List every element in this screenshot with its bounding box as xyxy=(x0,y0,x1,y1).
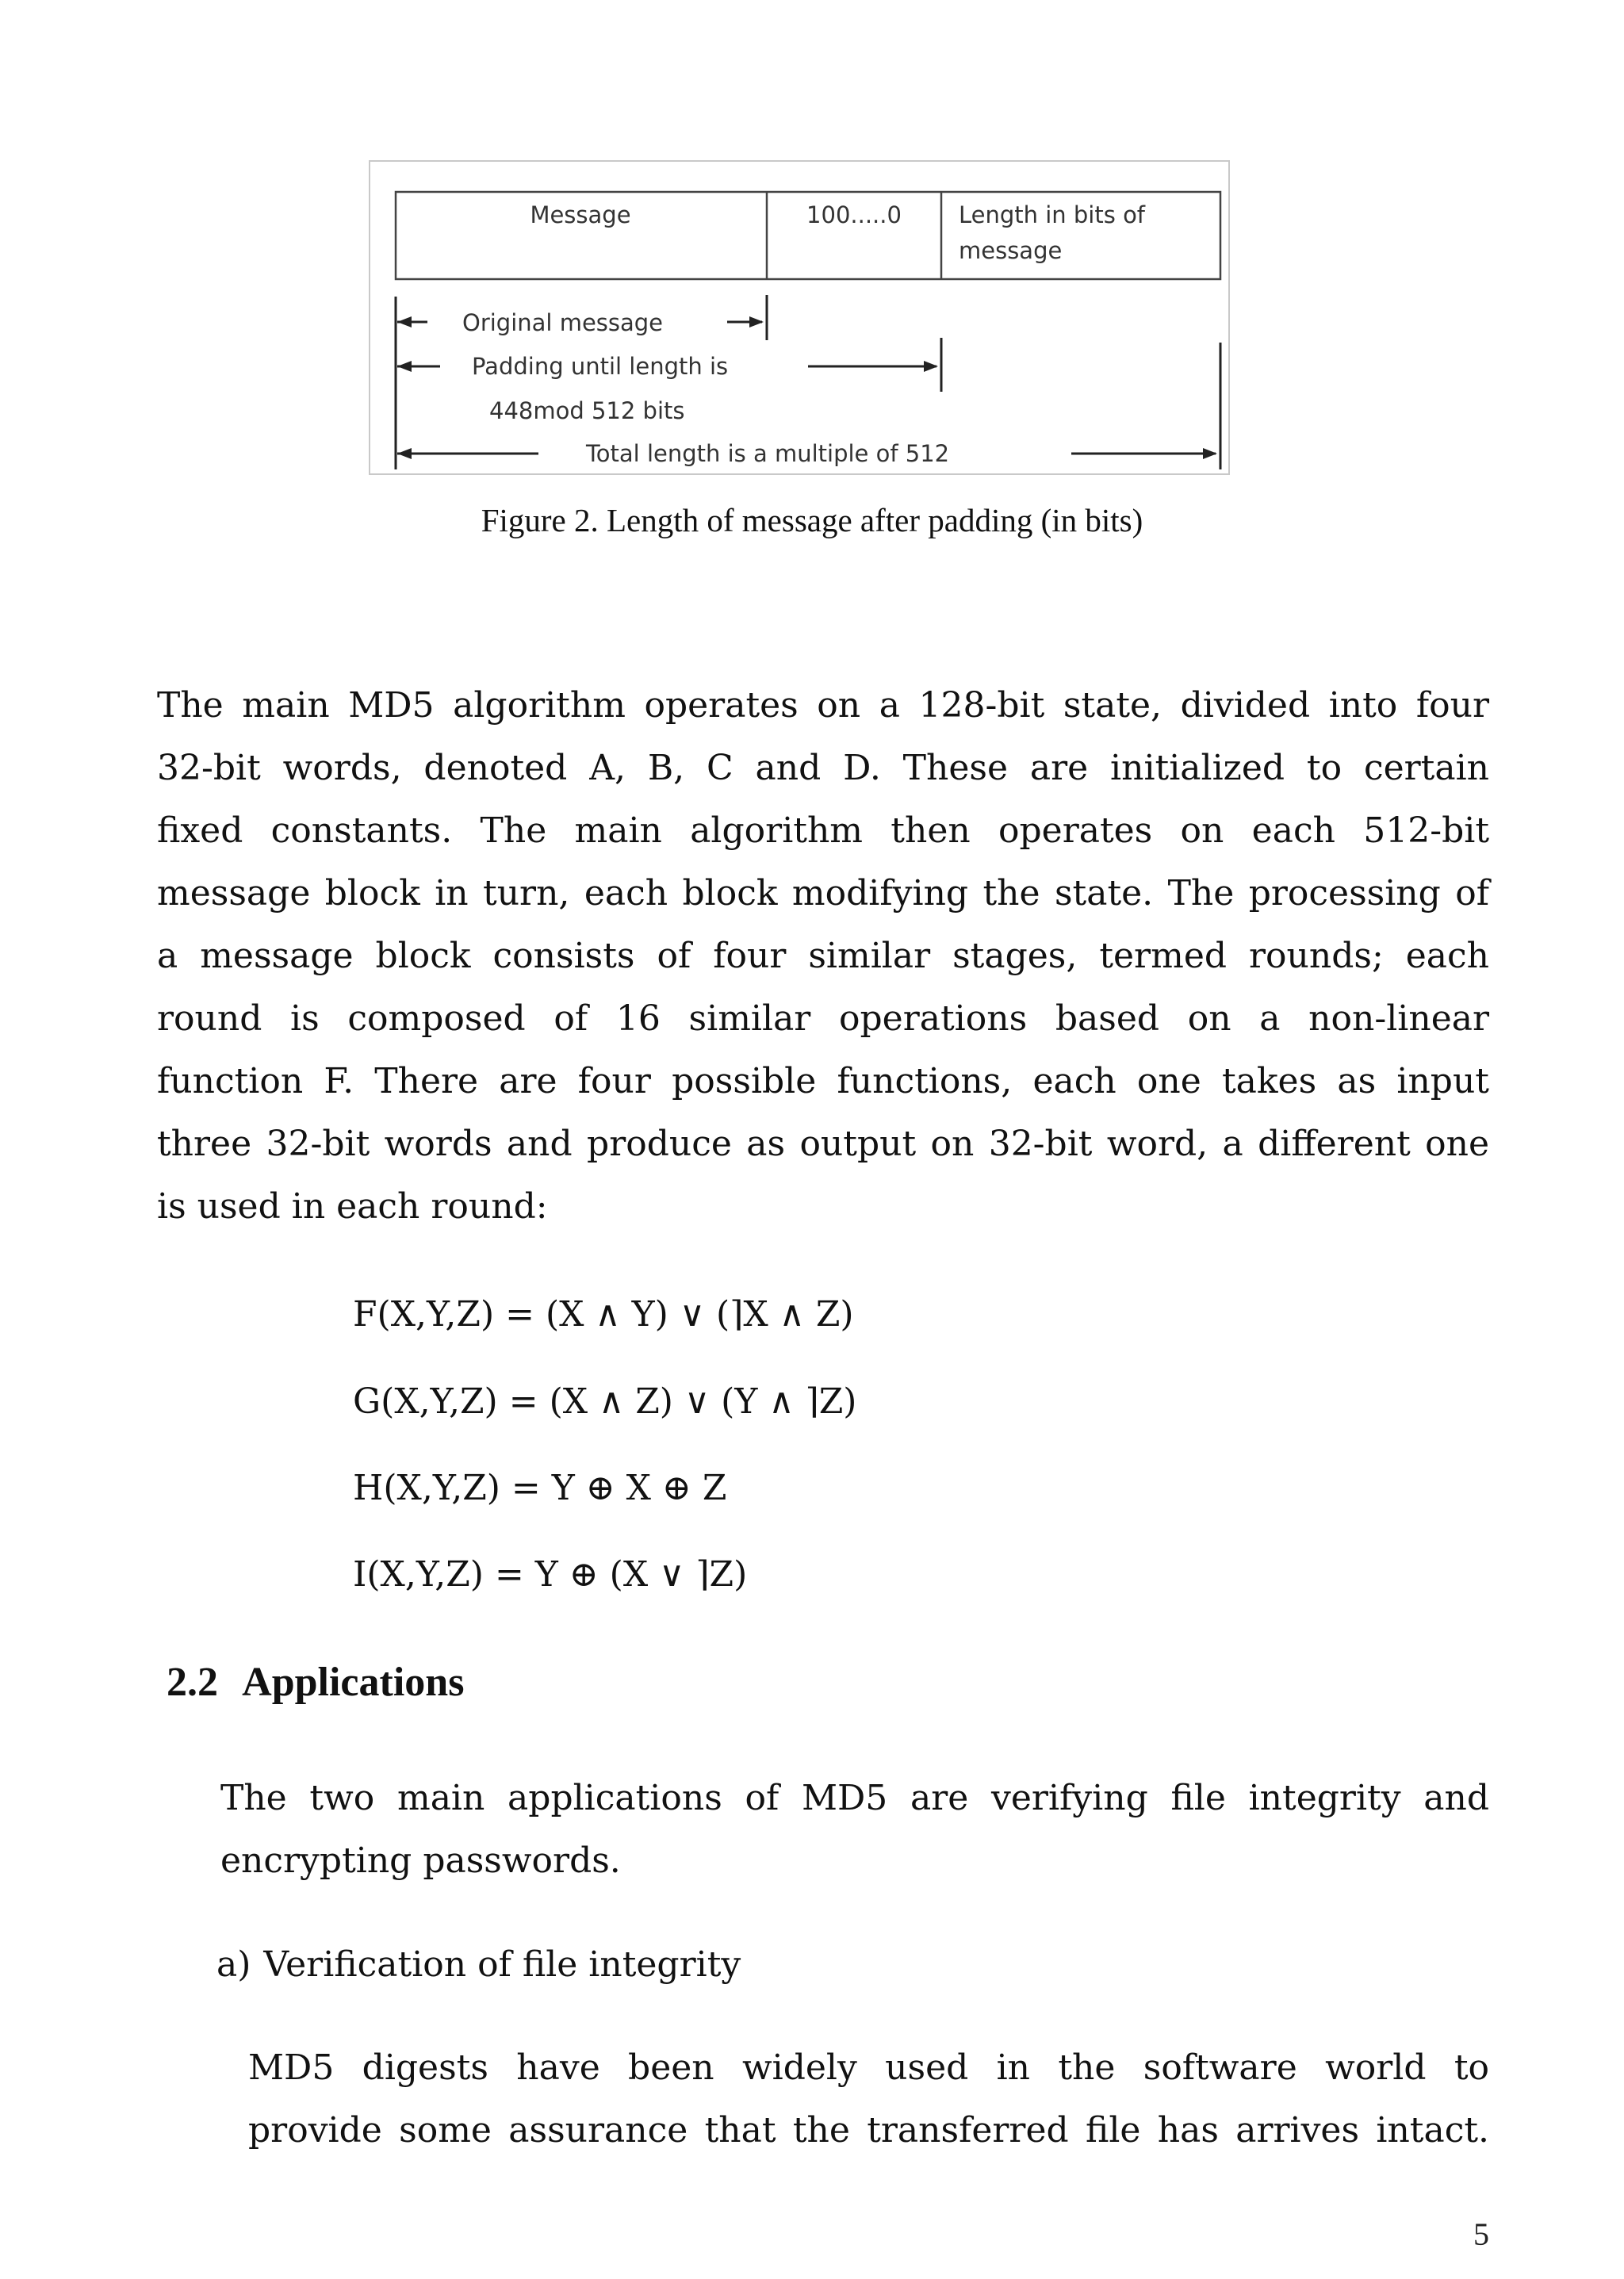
cell-padding-bits: 100.....0 xyxy=(806,201,902,228)
text-line: provide some assurance that the transferred file has arrives intact. xyxy=(248,2110,1489,2151)
text-line: a message block consists of four similar stages, termed rounds; each xyxy=(157,936,1489,976)
text-line: three 32-bit words and produce as output on 32-bit word, a different one xyxy=(157,1124,1489,1164)
text-line: MD5 digests have been widely used in the software world to xyxy=(248,2047,1489,2088)
arrow-left-total xyxy=(397,448,412,459)
formula-g: G(X,Y,Z) = (X ∧ Z) ∨ (Y ∧ ⌉Z) xyxy=(353,1381,857,1422)
arrow-left-padding xyxy=(397,361,412,372)
padding-figure xyxy=(369,160,1230,475)
arrow-right-padding xyxy=(924,361,938,372)
cell-length-line1: Length in bits of xyxy=(959,201,1146,228)
page-number: 5 xyxy=(1473,2216,1489,2252)
text-line: round is composed of 16 similar operations based on a non-linear xyxy=(157,998,1489,1039)
padding-diagram xyxy=(370,162,1231,477)
section-number: 2.2 xyxy=(167,1660,218,1705)
text-line: fixed constants. The main algorithm then operates on each 512-bit xyxy=(157,810,1489,851)
text-line: The main MD5 algorithm operates on a 128-bit state, divided into four xyxy=(157,685,1489,726)
file-integrity-paragraph xyxy=(248,2036,1489,2162)
text-line: encrypting passwords. xyxy=(220,1840,621,1881)
cell-message: Message xyxy=(530,201,631,228)
formula-f: F(X,Y,Z) = (X ∧ Y) ∨ (⌉X ∧ Z) xyxy=(353,1294,854,1335)
label-total-length: Total length is a multiple of 512 xyxy=(586,440,950,467)
label-original-message: Original message xyxy=(462,309,664,336)
text-line: function F. There are four possible functions, each one takes as input xyxy=(157,1061,1489,1101)
subsection-title: Verification of file integrity xyxy=(263,1944,741,1985)
arrow-left-original xyxy=(397,316,412,327)
label-padding-line2: 448mod 512 bits xyxy=(489,397,685,424)
arrow-right-total xyxy=(1203,448,1217,459)
arrow-right-original xyxy=(749,316,764,327)
text-line: 32-bit words, denoted A, B, C and D. These are initialized to certain xyxy=(157,748,1489,788)
cell-length-line2: message xyxy=(959,237,1063,264)
section-title: Applications xyxy=(242,1660,465,1705)
subsection-marker: a) xyxy=(216,1944,251,1985)
applications-paragraph xyxy=(220,1767,1489,1892)
label-padding-line1: Padding until length is xyxy=(472,353,729,380)
figure-caption: Figure 2. Length of message after padding (in bits) xyxy=(481,502,1143,538)
text-line: The two main applications of MD5 are verifying file integrity and xyxy=(220,1778,1489,1818)
section-heading xyxy=(167,1659,464,1706)
formula-h: H(X,Y,Z) = Y ⊕ X ⊕ Z xyxy=(353,1468,727,1508)
formula-i: I(X,Y,Z) = Y ⊕ (X ∨ ⌉Z) xyxy=(353,1554,748,1595)
subsection-heading xyxy=(216,1944,741,1985)
text-line: message block in turn, each block modifying the state. The processing of xyxy=(157,873,1489,914)
algorithm-paragraph xyxy=(157,674,1489,1238)
text-line: is used in each round: xyxy=(157,1186,548,1227)
